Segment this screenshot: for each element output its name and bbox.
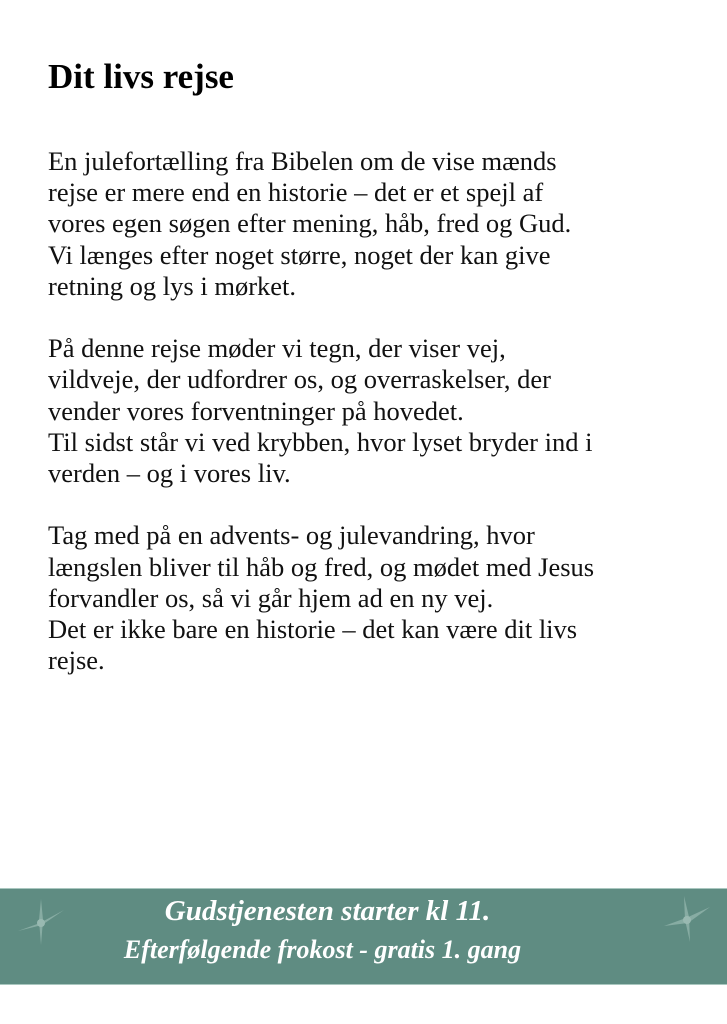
- lunch-info-text: Efterfølgende frokost - gratis 1. gang: [123, 935, 522, 964]
- text-line: På denne rejse møder vi tegn, der viser vej,: [48, 333, 506, 364]
- text-line: længslen bliver til håb og fred, og mødet med Jesus: [48, 551, 595, 582]
- text-line: forvandler os, så vi går hjem ad en ny vej.: [48, 582, 494, 613]
- paragraph-1: [48, 146, 708, 302]
- text-line: Vi længes efter noget større, noget der kan give: [48, 239, 551, 270]
- sparkle-icon: [662, 894, 712, 944]
- text-line: rejse.: [48, 645, 105, 676]
- service-time-text: Gudstjenesten starter kl 11.: [164, 895, 491, 927]
- text-line: Det er ikke bare en historie – det kan være dit livs: [48, 614, 578, 645]
- service-banner: [0, 888, 727, 985]
- body-text: [48, 146, 708, 708]
- page-title: Dit livs rejse: [48, 57, 234, 96]
- paragraph-2: [48, 333, 708, 489]
- text-line: vildveje, der udfordrer os, og overraskelser, der: [48, 364, 551, 395]
- text-line: verden – og i vores liv.: [48, 458, 291, 489]
- text-line: rejse er mere end en historie – det er et spejl af: [48, 177, 544, 208]
- paragraph-3: [48, 520, 708, 676]
- text-line: vores egen søgen efter mening, håb, fred og Gud.: [48, 208, 572, 239]
- text-line: En julefortælling fra Bibelen om de vise mænds: [48, 146, 557, 176]
- text-line: Tag med på en advents- og julevandring, hvor: [48, 520, 535, 551]
- text-line: retning og lys i mørket.: [48, 270, 297, 301]
- text-line: vender vores forventninger på hovedet.: [48, 395, 464, 426]
- text-line: Til sidst står vi ved krybben, hvor lyset bryder ind i: [48, 426, 593, 457]
